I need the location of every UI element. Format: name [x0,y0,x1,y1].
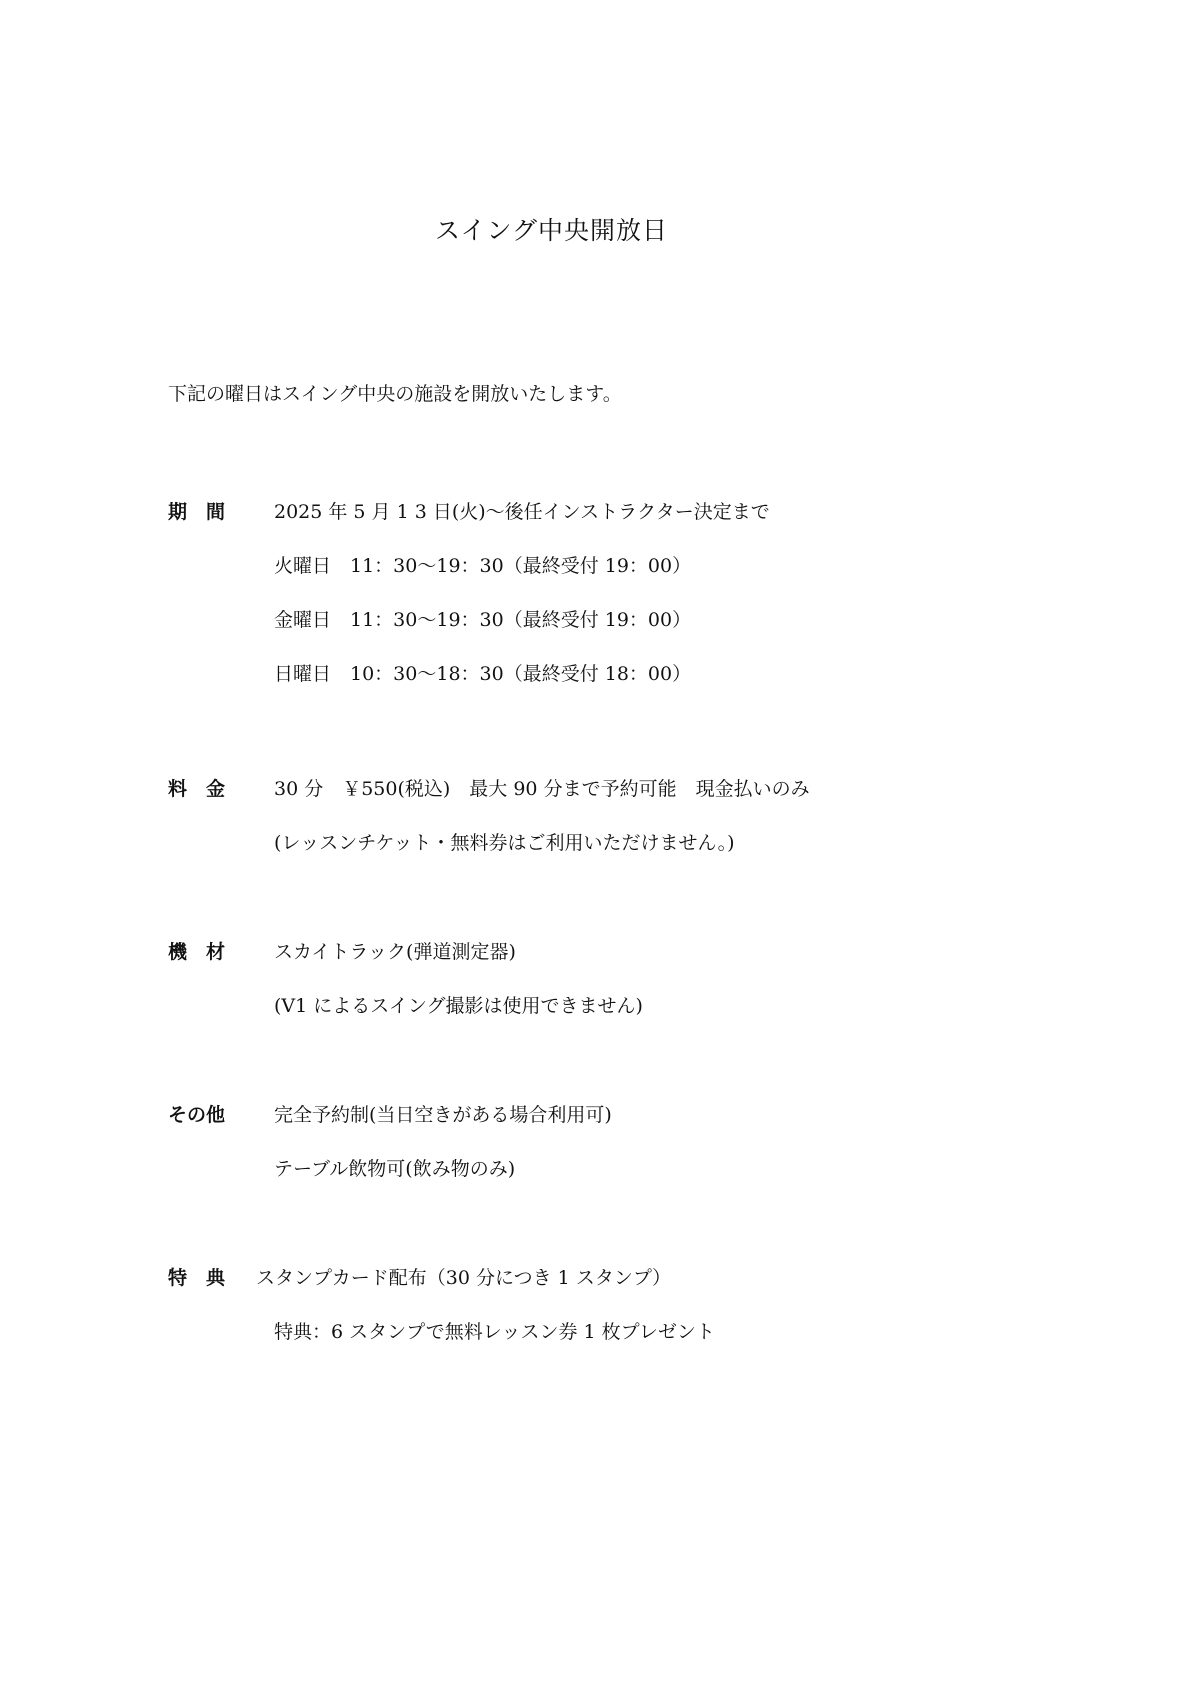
other-drinks: テーブル飲物可(飲み物のみ) [274,1158,516,1180]
other-reservation: 完全予約制(当日空きがある場合利用可) [274,1104,612,1126]
period-sunday-hours: 日曜日 10：30〜18：30（最終受付 18：00） [274,663,692,685]
bonus-label: 特 典 [168,1267,226,1289]
intro-text: 下記の曜日はスイング中央の施設を開放いたします。 [168,383,622,405]
bonus-reward: 特典：6 スタンプで無料レッスン券 1 枚プレゼント [274,1321,715,1343]
bonus-stamp-card: スタンプカード配布（30 分につき 1 スタンプ） [256,1267,672,1289]
equipment-device: スカイトラック(弾道測定器) [274,941,516,963]
period-friday-hours: 金曜日 11：30〜19：30（最終受付 19：00） [274,609,692,631]
period-tuesday-hours: 火曜日 11：30〜19：30（最終受付 19：00） [274,555,692,577]
fee-note: (レッスンチケット・無料券はご利用いただけません。) [274,832,735,854]
fee-price: 30 分 ￥550(税込) 最大 90 分まで予約可能 現金払いのみ [274,778,810,800]
page-title: スイング中央開放日 [434,216,668,245]
other-label: その他 [168,1104,226,1126]
equipment-note: (V1 によるスイング撮影は使用できません) [274,995,643,1017]
period-label: 期 間 [168,501,226,523]
equipment-label: 機 材 [168,941,226,963]
fee-label: 料 金 [168,778,226,800]
period-range: 2025 年 5 月 1 3 日(火)〜後任インストラクター決定まで [274,501,770,523]
